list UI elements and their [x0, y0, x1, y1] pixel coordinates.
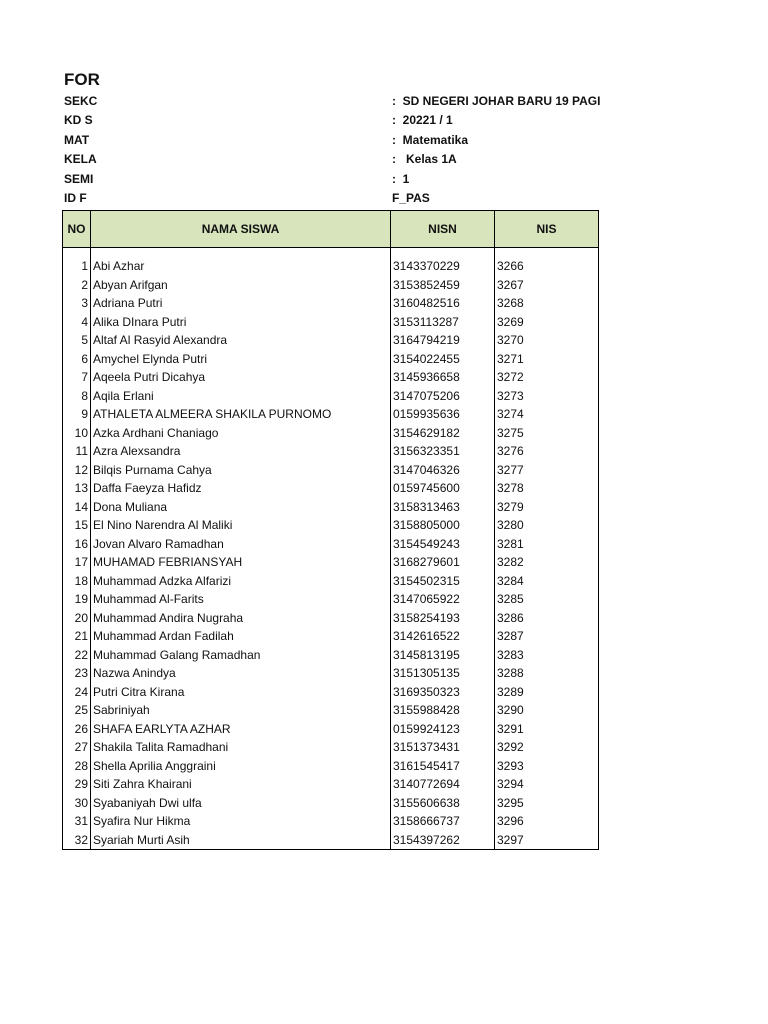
- header-name: NAMA SISWA: [91, 211, 391, 248]
- cell-name: Syabaniyah Dwi ulfa: [91, 794, 391, 813]
- table-row: [63, 627, 599, 646]
- cell-nis: 3268: [495, 294, 599, 313]
- cell-nis: 3266: [495, 257, 599, 276]
- cell-nisn: 3154022455: [391, 350, 495, 369]
- cell-nisn: 3153852459: [391, 276, 495, 295]
- cell-nisn: 0159935636: [391, 405, 495, 424]
- table-row: [63, 442, 599, 461]
- cell-no: 22: [63, 646, 91, 665]
- cell-nisn: 3168279601: [391, 553, 495, 572]
- cell-no: 18: [63, 572, 91, 591]
- cell-nisn: 3147075206: [391, 387, 495, 406]
- header-nisn: NISN: [391, 211, 495, 248]
- meta-label-school: SEKC: [64, 94, 98, 108]
- meta-label-id: ID F: [64, 191, 87, 205]
- cell-nis: 3295: [495, 794, 599, 813]
- cell-nisn: 3142616522: [391, 627, 495, 646]
- table-row: [63, 738, 599, 757]
- cell-no: 19: [63, 590, 91, 609]
- table-row: [63, 757, 599, 776]
- cell-no: 5: [63, 331, 91, 350]
- spacer-cell: [91, 248, 391, 258]
- table-row: [63, 683, 599, 702]
- cell-name: SHAFA EARLYTA AZHAR: [91, 720, 391, 739]
- cell-no: 1: [63, 257, 91, 276]
- cell-no: 24: [63, 683, 91, 702]
- table-row: [63, 276, 599, 295]
- table-row: [63, 387, 599, 406]
- cell-nis: 3267: [495, 276, 599, 295]
- cell-name: Siti Zahra Khairani: [91, 775, 391, 794]
- spacer-cell: [495, 248, 599, 258]
- cell-no: 27: [63, 738, 91, 757]
- cell-nisn: 0159745600: [391, 479, 495, 498]
- meta-label-class: KELA: [64, 152, 97, 166]
- cell-no: 11: [63, 442, 91, 461]
- cell-no: 16: [63, 535, 91, 554]
- table-row: [63, 701, 599, 720]
- meta-value-kd: : 20221 / 1: [392, 113, 453, 127]
- cell-nis: 3283: [495, 646, 599, 665]
- table-row: [63, 461, 599, 480]
- table-row: [63, 794, 599, 813]
- table-row: [63, 294, 599, 313]
- table-header-row: [63, 211, 599, 248]
- cell-nis: 3274: [495, 405, 599, 424]
- cell-nis: 3275: [495, 424, 599, 443]
- table-row: [63, 720, 599, 739]
- cell-no: 25: [63, 701, 91, 720]
- cell-name: Azra Alexsandra: [91, 442, 391, 461]
- cell-nis: 3287: [495, 627, 599, 646]
- cell-name: Adriana Putri: [91, 294, 391, 313]
- cell-nisn: 3155606638: [391, 794, 495, 813]
- meta-value-id: F_PAS: [392, 191, 430, 205]
- table-row: [63, 535, 599, 554]
- cell-nis: 3277: [495, 461, 599, 480]
- cell-no: 20: [63, 609, 91, 628]
- cell-nisn: 3160482516: [391, 294, 495, 313]
- cell-no: 14: [63, 498, 91, 517]
- cell-nis: 3276: [495, 442, 599, 461]
- cell-name: Azka Ardhani Chaniago: [91, 424, 391, 443]
- cell-nisn: 3169350323: [391, 683, 495, 702]
- table-row: [63, 516, 599, 535]
- spacer-cell: [63, 248, 91, 258]
- cell-name: Syariah Murti Asih: [91, 831, 391, 850]
- table-row: [63, 831, 599, 850]
- cell-no: 7: [63, 368, 91, 387]
- table-row: [63, 350, 599, 369]
- meta-value-subject: : Matematika: [392, 133, 469, 147]
- cell-nis: 3294: [495, 775, 599, 794]
- cell-nisn: 3155988428: [391, 701, 495, 720]
- cell-nis: 3297: [495, 831, 599, 850]
- cell-nis: 3291: [495, 720, 599, 739]
- cell-nisn: 3143370229: [391, 257, 495, 276]
- table-row: [63, 775, 599, 794]
- cell-no: 32: [63, 831, 91, 850]
- cell-name: MUHAMAD FEBRIANSYAH: [91, 553, 391, 572]
- cell-no: 21: [63, 627, 91, 646]
- cell-name: El Nino Narendra Al Maliki: [91, 516, 391, 535]
- cell-name: Aqila Erlani: [91, 387, 391, 406]
- table-row: [63, 812, 599, 831]
- cell-name: Abi Azhar: [91, 257, 391, 276]
- cell-name: Amychel Elynda Putri: [91, 350, 391, 369]
- table-row: [63, 646, 599, 665]
- table-row: [63, 405, 599, 424]
- cell-nisn: 3158666737: [391, 812, 495, 831]
- meta-label-kd: KD S: [64, 113, 93, 127]
- table-row: [63, 572, 599, 591]
- cell-name: Muhammad Adzka Alfarizi: [91, 572, 391, 591]
- table-row: [63, 479, 599, 498]
- table-row: [63, 664, 599, 683]
- cell-nisn: 3154397262: [391, 831, 495, 850]
- cell-no: 2: [63, 276, 91, 295]
- cell-nis: 3296: [495, 812, 599, 831]
- cell-nisn: 3161545417: [391, 757, 495, 776]
- cell-no: 12: [63, 461, 91, 480]
- cell-no: 17: [63, 553, 91, 572]
- cell-nisn: 3147065922: [391, 590, 495, 609]
- cell-no: 29: [63, 775, 91, 794]
- table-row: [63, 590, 599, 609]
- cell-nisn: 3147046326: [391, 461, 495, 480]
- cell-nis: 3290: [495, 701, 599, 720]
- cell-nis: 3269: [495, 313, 599, 332]
- table-spacer-row: [63, 248, 599, 258]
- form-title: FOR: [64, 70, 100, 89]
- meta-value-class: : Kelas 1A: [392, 152, 457, 166]
- cell-nis: 3281: [495, 535, 599, 554]
- cell-nisn: 3158805000: [391, 516, 495, 535]
- cell-name: Sabriniyah: [91, 701, 391, 720]
- cell-name: Muhammad Al-Farits: [91, 590, 391, 609]
- cell-nisn: 3158313463: [391, 498, 495, 517]
- cell-no: 8: [63, 387, 91, 406]
- cell-name: Jovan Alvaro Ramadhan: [91, 535, 391, 554]
- cell-nisn: 3156323351: [391, 442, 495, 461]
- cell-no: 30: [63, 794, 91, 813]
- meta-value-school: : SD NEGERI JOHAR BARU 19 PAGI: [392, 94, 601, 108]
- cell-nis: 3286: [495, 609, 599, 628]
- cell-name: Nazwa Anindya: [91, 664, 391, 683]
- student-table: [62, 210, 599, 850]
- table-row: [63, 368, 599, 387]
- cell-nisn: 3140772694: [391, 775, 495, 794]
- cell-no: 9: [63, 405, 91, 424]
- cell-name: Alika DInara Putri: [91, 313, 391, 332]
- cell-nisn: 3145813195: [391, 646, 495, 665]
- cell-no: 26: [63, 720, 91, 739]
- cell-no: 23: [63, 664, 91, 683]
- cell-nis: 3272: [495, 368, 599, 387]
- cell-nis: 3273: [495, 387, 599, 406]
- cell-nisn: 3154549243: [391, 535, 495, 554]
- cell-no: 15: [63, 516, 91, 535]
- cell-name: Shakila Talita Ramadhani: [91, 738, 391, 757]
- cell-nis: 3292: [495, 738, 599, 757]
- cell-name: Daffa Faeyza Hafidz: [91, 479, 391, 498]
- cell-nisn: 0159924123: [391, 720, 495, 739]
- cell-nis: 3271: [495, 350, 599, 369]
- cell-name: Bilqis Purnama Cahya: [91, 461, 391, 480]
- cell-name: Putri Citra Kirana: [91, 683, 391, 702]
- cell-nis: 3278: [495, 479, 599, 498]
- meta-value-semester: : 1: [392, 172, 410, 186]
- cell-no: 28: [63, 757, 91, 776]
- cell-nisn: 3151373431: [391, 738, 495, 757]
- table-row: [63, 609, 599, 628]
- cell-nisn: 3153113287: [391, 313, 495, 332]
- cell-nisn: 3145936658: [391, 368, 495, 387]
- spacer-cell: [391, 248, 495, 258]
- cell-name: Muhammad Andira Nugraha: [91, 609, 391, 628]
- cell-nisn: 3154502315: [391, 572, 495, 591]
- cell-nisn: 3154629182: [391, 424, 495, 443]
- cell-nisn: 3164794219: [391, 331, 495, 350]
- table-row: [63, 424, 599, 443]
- header-no: NO: [63, 211, 91, 248]
- cell-no: 4: [63, 313, 91, 332]
- cell-name: Muhammad Galang Ramadhan: [91, 646, 391, 665]
- header-nis: NIS: [495, 211, 599, 248]
- table-row: [63, 257, 599, 276]
- cell-nisn: 3151305135: [391, 664, 495, 683]
- cell-name: ATHALETA ALMEERA SHAKILA PURNOMO: [91, 405, 391, 424]
- cell-name: Abyan Arifgan: [91, 276, 391, 295]
- cell-nis: 3289: [495, 683, 599, 702]
- meta-label-subject: MAT: [64, 133, 90, 147]
- cell-nis: 3285: [495, 590, 599, 609]
- cell-nisn: 3158254193: [391, 609, 495, 628]
- cell-name: Dona Muliana: [91, 498, 391, 517]
- cell-no: 31: [63, 812, 91, 831]
- table-row: [63, 553, 599, 572]
- cell-no: 3: [63, 294, 91, 313]
- cell-nis: 3279: [495, 498, 599, 517]
- meta-label-semester: SEMI: [64, 172, 94, 186]
- cell-no: 13: [63, 479, 91, 498]
- cell-nis: 3280: [495, 516, 599, 535]
- cell-name: Aqeela Putri Dicahya: [91, 368, 391, 387]
- cell-name: Altaf Al Rasyid Alexandra: [91, 331, 391, 350]
- cell-nis: 3282: [495, 553, 599, 572]
- cell-nis: 3293: [495, 757, 599, 776]
- cell-name: Muhammad Ardan Fadilah: [91, 627, 391, 646]
- table-row: [63, 331, 599, 350]
- cell-nis: 3284: [495, 572, 599, 591]
- cell-nis: 3288: [495, 664, 599, 683]
- cell-name: Shella Aprilia Anggraini: [91, 757, 391, 776]
- cell-no: 6: [63, 350, 91, 369]
- cell-name: Syafira Nur Hikma: [91, 812, 391, 831]
- table-row: [63, 498, 599, 517]
- cell-nis: 3270: [495, 331, 599, 350]
- cell-no: 10: [63, 424, 91, 443]
- table-row: [63, 313, 599, 332]
